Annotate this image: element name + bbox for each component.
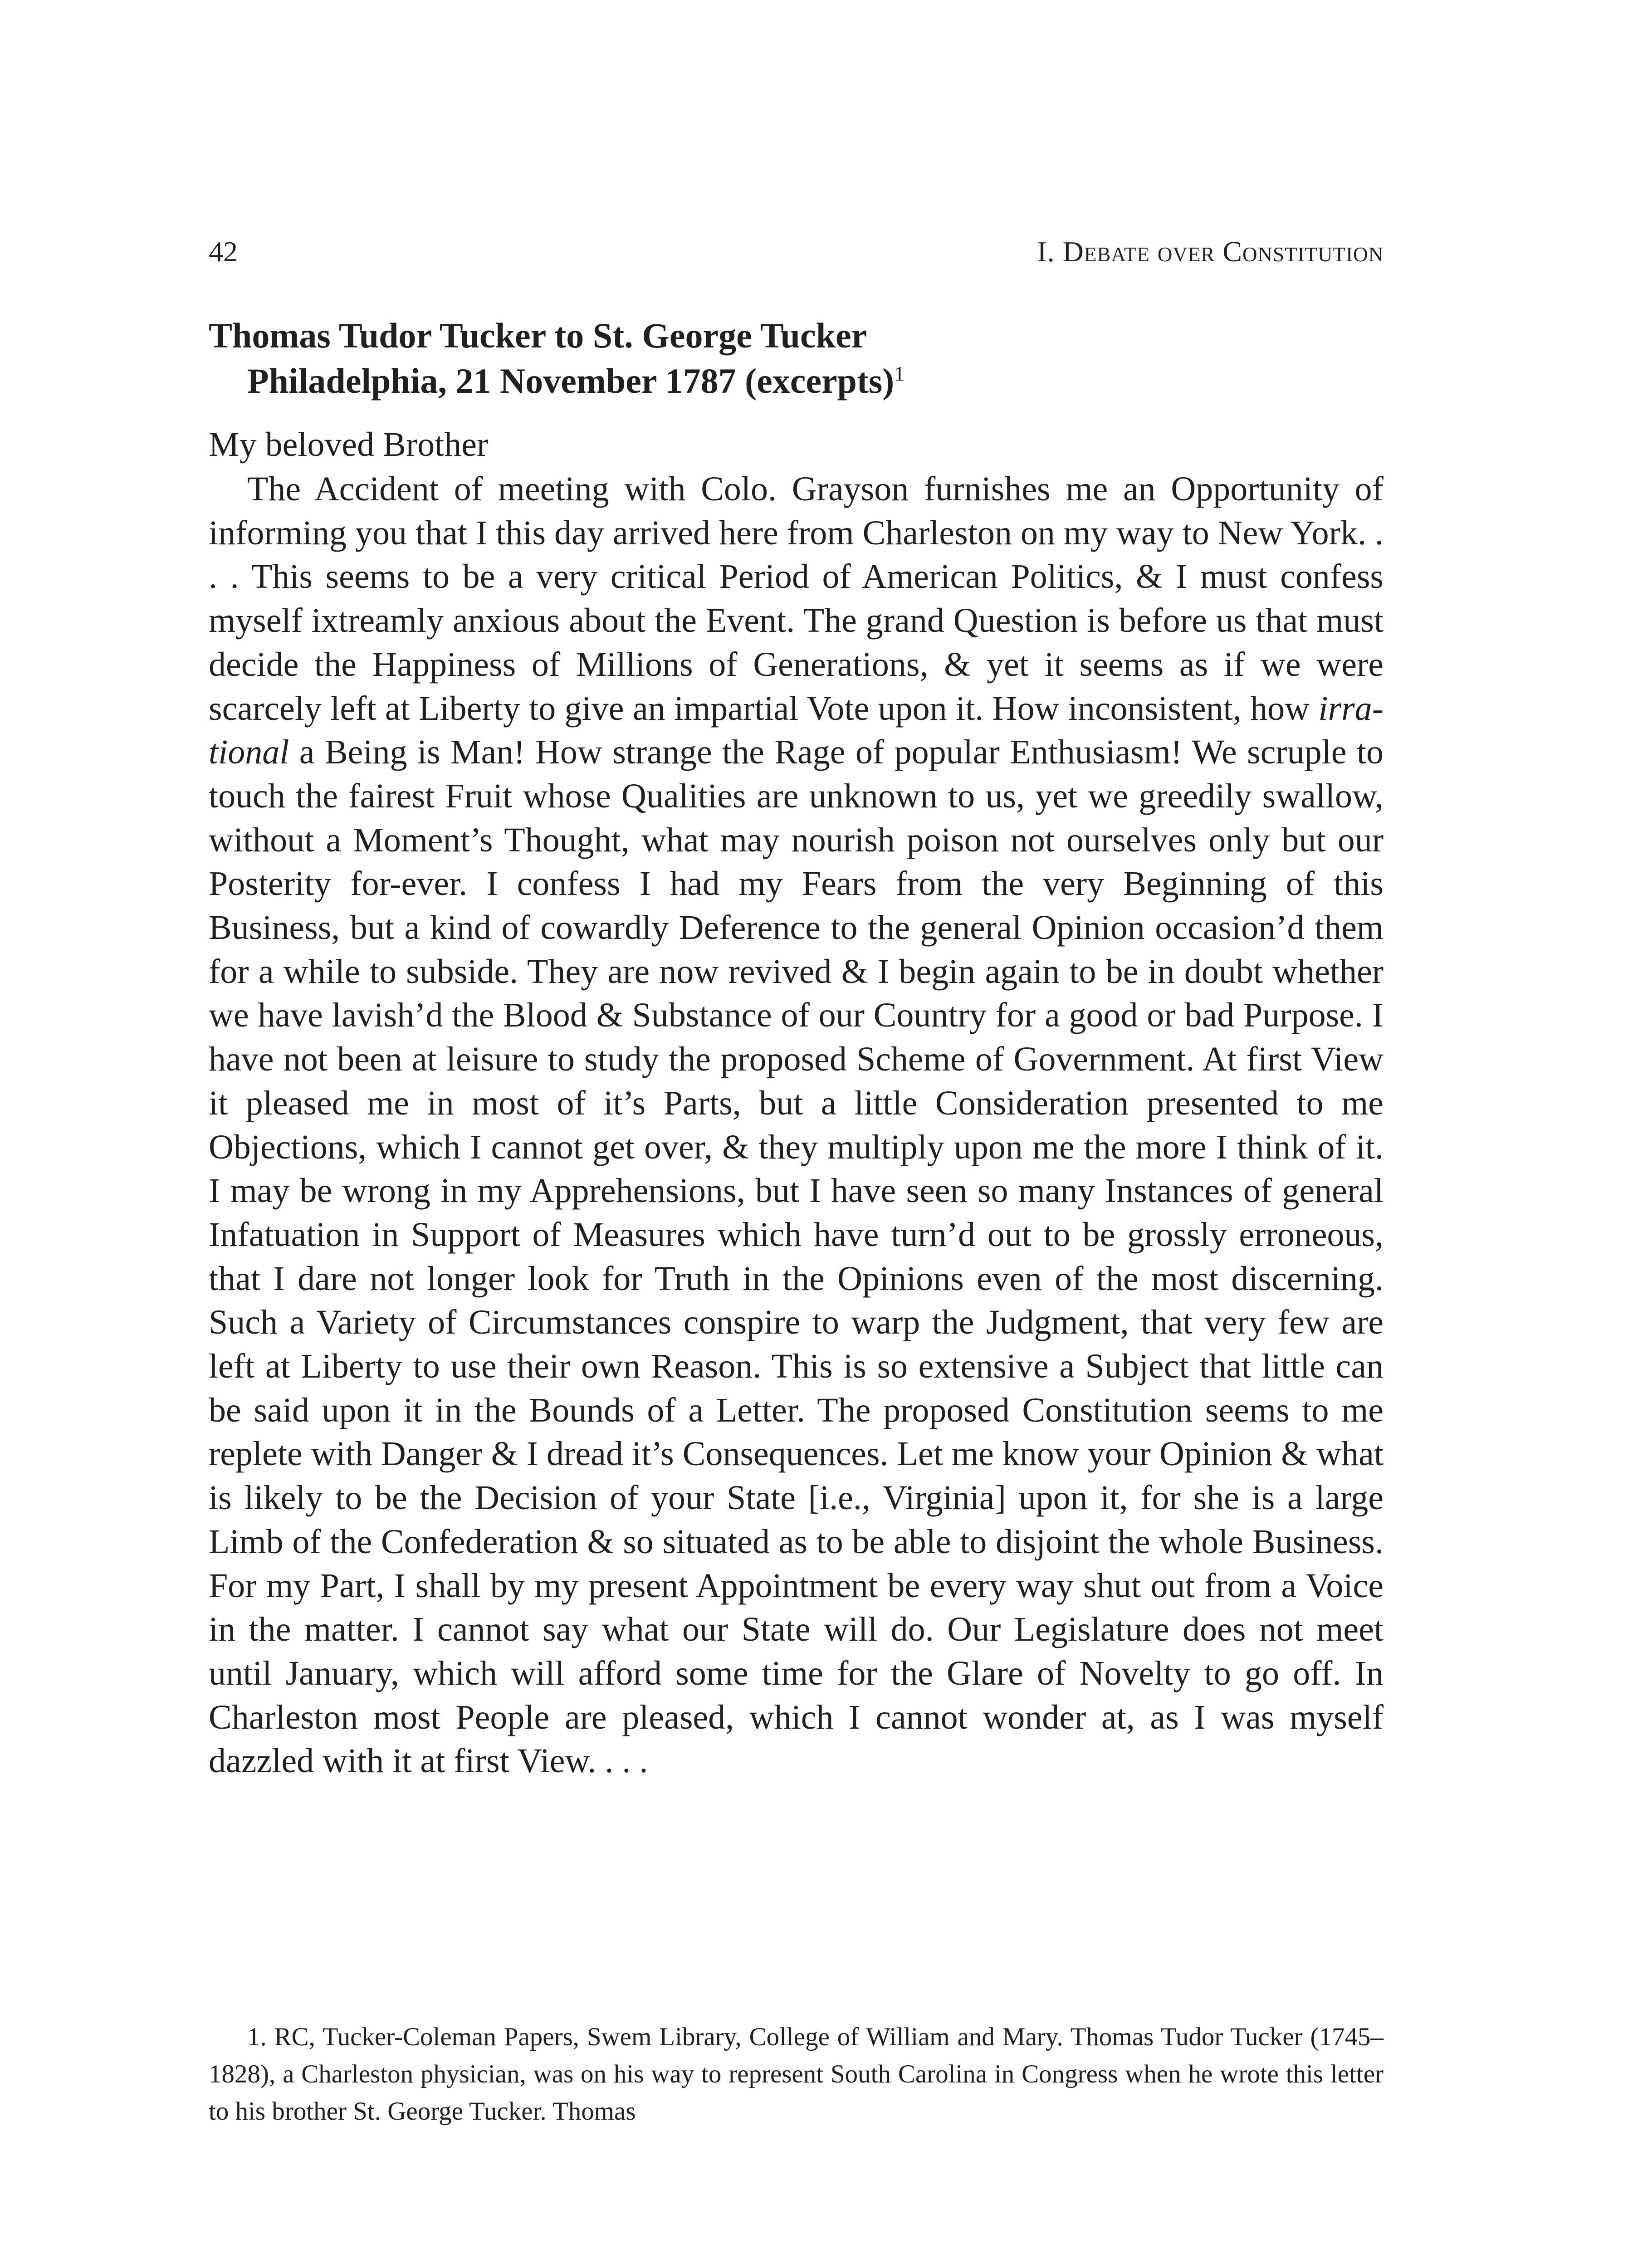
letter-body xyxy=(209,467,1384,1783)
letter-body-italic: irrational xyxy=(209,689,1384,772)
section-title: I. Debate over Constitution xyxy=(1037,235,1384,268)
footnote: 1. RC, Tucker-Coleman Papers, Swem Library, College of William and Mary. Thomas Tudor Tucker (1745–1828), a Charleston physician, was on his way to represent South Carolina in Congress when he wrote this letter to his brother St. George Tucker. Thomas xyxy=(209,2023,1384,2126)
letter-body-part1: The Accident of meeting with Colo. Grayson furnishes me an Opportunity of informing you that I this day arrived here from Charleston on my way to New York. . . . This seems to be a very critical Period of American Politics, & I must confess myself ixtreamly anxious about the Event. The grand Question is before us that must decide the Happiness of Millions of Generations, & yet it seems as if we were scarcely left at Liberty to give an impartial Vote upon it. How inconsistent, how xyxy=(209,470,1384,728)
running-head xyxy=(209,227,1384,277)
letter-body-part2: a Being is Man! How strange the Rage of popular Enthusiasm! We scruple to touch the fairest Fruit whose Qualities are unknown to us, yet we greedily swallow, without a Moment’s Thought, what may nourish poison not ourselves only but our Posterity for-ever. I confess I had my Fears from the very Beginning of this Business, but a kind of cowardly Deference to the general Opinion occasion’d them for a while to subside. They are now revived & I begin again to be in doubt whether we have lavish’d the Blood & Substance of our Country for a good or bad Purpose. I have not been at leisure to study the proposed Scheme of Government. At first View it pleased me in most of it’s Parts, but a little Consideration presented to me Objections, which I cannot get over, & they multiply upon me the more I think of it. I may be wrong in my Apprehensions, but I have seen so many Instances of general Infatuation in Support of Measures which have turn’d out to be grossly erroneous, that I dare not longer look for Truth in the Opinions even of the most discerning. Such a Variety of Circumstances conspire to warp the Judgment, that very few are left at Liberty to use their own Reason. This is so extensive a Subject that little can be said upon it in the Bounds of a Letter. The proposed Constitution seems to me replete with Danger & I dread it’s Consequences. Let me know your Opinion & what is likely to be the Decision of your State [i.e., Virginia] upon it, for she is a large Limb of the Confederation & so situated as to be able to disjoint the whole Business. For my Part, I shall by my present Appointment be every way shut out from a Voice in the matter. I cannot say what our State will do. Our Legislature does not meet until January, which will afford some time for the Glare of Novelty to go off. In Charleston most People are pleased, which I cannot wonder at, as I was myself dazzled with it at first View. . . . xyxy=(209,733,1384,1780)
salutation: My beloved Brother xyxy=(209,425,489,464)
letter-heading-line2 xyxy=(209,358,1384,404)
page-number: 42 xyxy=(209,235,238,268)
footnote-marker: 1 xyxy=(894,362,905,385)
letter-heading-line1: Thomas Tudor Tucker to St. George Tucker xyxy=(209,316,867,355)
letter-place-date: Philadelphia, 21 November 1787 (excerpts) xyxy=(247,361,895,401)
letter-heading xyxy=(209,313,1384,404)
